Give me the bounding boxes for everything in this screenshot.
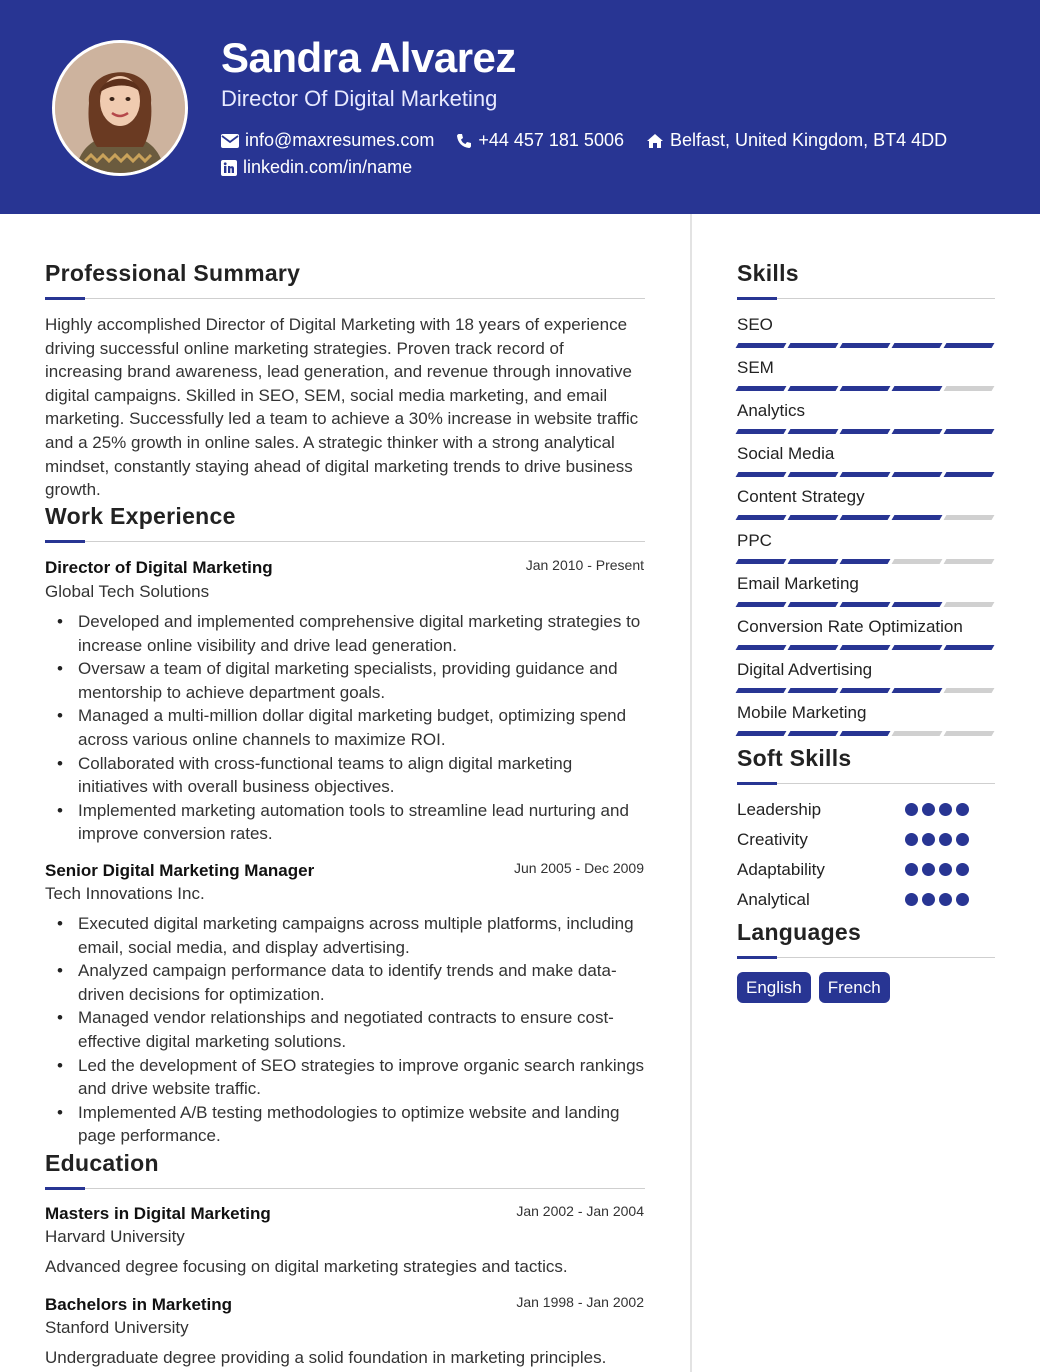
skill-level-segment [892,559,943,564]
soft-skill-rating [905,803,973,816]
list-item: • Led the development of SEO strategies to improve organic search rankings and drive website traffic. [45,1054,645,1101]
summary-text: Highly accomplished Director of Digital Marketing with 18 years of experience driving successful online marketing strategies. Proven track record of increasing brand awareness, lead generation, and revenue through innovative digital campaigns. Skilled in SEO, SEM, social media marketing, and email marketing. Successfully led a team to achieve a 30% increase in website traffic and a 25% growth in online sales. A strategic thinker with a strong analytical mindset, constantly staying ahead of digital marketing trends to drive business growth. [45,315,639,500]
skill-level-segment [840,645,891,650]
soft-skills-accent [737,782,777,785]
rating-dot [956,803,969,816]
skill-level-segment [840,343,891,348]
rating-dot [939,803,952,816]
list-item: • Collaborated with cross-functional teams to align digital marketing initiatives with overall business objectives. [45,752,645,799]
skill-label: Content Strategy [737,487,865,507]
summary-accent [45,297,85,300]
language-badge: English [737,972,811,1003]
phone-icon [456,133,472,149]
skill-label: SEM [737,358,774,378]
skill-level-segment [736,602,787,607]
skill-level-segment [944,515,995,520]
education-accent [45,1187,85,1190]
envelope-icon [221,134,239,148]
summary-rule [45,298,645,299]
skill-level-segment [840,515,891,520]
experience-accent [45,540,85,543]
skill-level-segment [788,343,839,348]
skill-level-segment [788,645,839,650]
list-item: • Oversaw a team of digital marketing specialists, providing guidance and mentorship to achieve department goals. [45,657,645,704]
degree-description: Advanced degree focusing on digital marketing strategies and tactics. [45,1257,568,1276]
summary-heading: Professional Summary [45,260,301,286]
skill-label: Digital Advertising [737,659,873,679]
linkedin-text: linkedin.com/in/name [243,157,413,177]
portrait-illustration [55,43,185,173]
skill-level-segment [736,472,787,477]
skill-level-segment [892,731,943,736]
languages-accent [737,956,777,959]
skill-level-segment [736,645,787,650]
skill-level-segment [788,386,839,391]
skill-level-segment [840,731,891,736]
skill-label: Mobile Marketing [737,702,867,722]
skill-level-segment [840,602,891,607]
skill-level-segment [736,731,787,736]
skill-level-segment [892,645,943,650]
job-company: Tech Innovations Inc. [45,884,205,903]
skill-level-segment [840,559,891,564]
experience-rule [45,541,645,542]
contact-row-secondary [221,157,434,178]
rating-dot [922,803,935,816]
skill-level-segment [840,386,891,391]
job-date: Jun 2005 - Dec 2009 [514,860,644,876]
skill-level-segment [892,688,943,693]
skill-label: Analytics [737,401,806,421]
job-company: Global Tech Solutions [45,582,210,601]
job-bullets [45,912,645,1148]
skill-level-segment [736,515,787,520]
skill-level-segment [892,515,943,520]
experience-heading: Work Experience [45,503,236,529]
list-item: • Managed a multi-million dollar digital marketing budget, optimizing spend across various online channels to maximize ROI. [45,704,645,751]
location-text: Belfast, United Kingdom, BT4 4DD [669,130,948,150]
skill-label: PPC [737,530,772,550]
skill-level-segment [944,731,995,736]
school-name: Stanford University [45,1318,189,1337]
rating-dot [939,833,952,846]
skill-level-bar [737,602,997,607]
skill-level-segment [736,343,787,348]
skill-level-segment [944,559,995,564]
soft-skill-label: Adaptability [737,860,825,879]
skill-level-segment [736,559,787,564]
rating-dot [939,863,952,876]
linkedin-icon [221,160,237,176]
skill-level-segment [788,602,839,607]
list-item: • Developed and implemented comprehensive digital marketing strategies to increase online visibility and drive lead generation. [45,610,645,657]
list-item: • Implemented marketing automation tools to streamline lead nurturing and improve conversion rates. [45,799,645,846]
rating-dot [956,833,969,846]
skill-level-segment [788,688,839,693]
skill-level-segment [788,472,839,477]
skill-level-bar [737,472,997,477]
skill-level-segment [788,559,839,564]
soft-skill-rating [905,893,973,906]
list-item: • Managed vendor relationships and negotiated contracts to ensure cost-effective digital marketing solutions. [45,1006,645,1053]
skill-label: Conversion Rate Optimization [737,616,963,636]
contact-location [646,130,947,151]
job-bullets [45,610,645,846]
rating-dot [956,893,969,906]
degree-date: Jan 1998 - Jan 2002 [516,1294,644,1310]
job-date: Jan 2010 - Present [525,557,644,573]
rating-dot [922,833,935,846]
education-rule [45,1188,645,1189]
skill-level-segment [788,731,839,736]
rating-dot [922,893,935,906]
skill-level-segment [892,602,943,607]
language-badge: French [819,972,890,1003]
skill-level-bar [737,731,997,736]
email-text: info@maxresumes.com [245,130,435,150]
skill-level-segment [944,688,995,693]
candidate-name: Sandra Alvarez [221,34,516,81]
rating-dot [939,893,952,906]
skill-level-segment [736,688,787,693]
soft-skill-label: Leadership [737,800,822,819]
job-title: Senior Digital Marketing Manager [45,861,315,880]
soft-skill-rating [905,833,973,846]
skill-level-segment [892,429,943,434]
skill-label: Social Media [737,444,835,464]
skill-level-segment [944,645,995,650]
skill-level-segment [840,472,891,477]
skill-level-segment [944,343,995,348]
degree-title: Masters in Digital Marketing [45,1204,271,1223]
skill-level-bar [737,429,997,434]
skill-level-segment [840,429,891,434]
skill-level-segment [892,386,943,391]
skill-level-bar [737,515,997,520]
list-item: • Analyzed campaign performance data to identify trends and make data-driven decisions for optimization. [45,959,645,1006]
list-item: • Implemented A/B testing methodologies to optimize website and landing page performance. [45,1101,645,1148]
degree-date: Jan 2002 - Jan 2004 [516,1203,644,1219]
soft-skill-rating [905,863,973,876]
skill-level-segment [944,429,995,434]
skill-level-segment [736,429,787,434]
soft-skill-label: Analytical [737,890,810,909]
skill-level-bar [737,688,997,693]
candidate-title: Director Of Digital Marketing [221,86,498,111]
skill-label: SEO [737,315,773,334]
skill-level-segment [736,386,787,391]
degree-title: Bachelors in Marketing [45,1295,233,1314]
skills-accent [737,297,777,300]
phone-text: +44 457 181 5006 [478,130,624,150]
soft-skills-heading: Soft Skills [737,745,852,771]
rating-dot [905,893,918,906]
degree-description: Undergraduate degree providing a solid foundation in marketing principles. [45,1348,607,1367]
contact-email[interactable] [221,130,434,151]
rating-dot [922,863,935,876]
resume-header [0,0,1040,214]
rating-dot [905,863,918,876]
contact-linkedin[interactable] [221,157,412,178]
profile-photo [52,40,188,176]
skill-level-bar [737,559,997,564]
skill-level-bar [737,343,997,348]
skills-heading: Skills [737,260,799,286]
column-divider [690,214,692,1372]
skill-level-bar [737,386,997,391]
rating-dot [956,863,969,876]
rating-dot [905,833,918,846]
contact-phone[interactable] [456,130,624,151]
skill-level-segment [788,515,839,520]
school-name: Harvard University [45,1227,185,1246]
languages-heading: Languages [737,919,862,945]
skill-level-segment [892,343,943,348]
skill-level-segment [944,386,995,391]
job-title: Director of Digital Marketing [45,558,273,577]
soft-skill-label: Creativity [737,830,808,849]
skill-label: Email Marketing [737,573,859,593]
skill-level-segment [944,602,995,607]
languages-list [737,972,898,1003]
skill-level-bar [737,645,997,650]
education-heading: Education [45,1150,159,1176]
contact-row-primary [221,130,969,151]
skill-level-segment [944,472,995,477]
skill-level-segment [892,472,943,477]
home-icon [646,133,664,149]
skill-level-segment [788,429,839,434]
list-item: • Executed digital marketing campaigns across multiple platforms, including email, social media, and display advertising. [45,912,645,959]
skill-level-segment [840,688,891,693]
rating-dot [905,803,918,816]
